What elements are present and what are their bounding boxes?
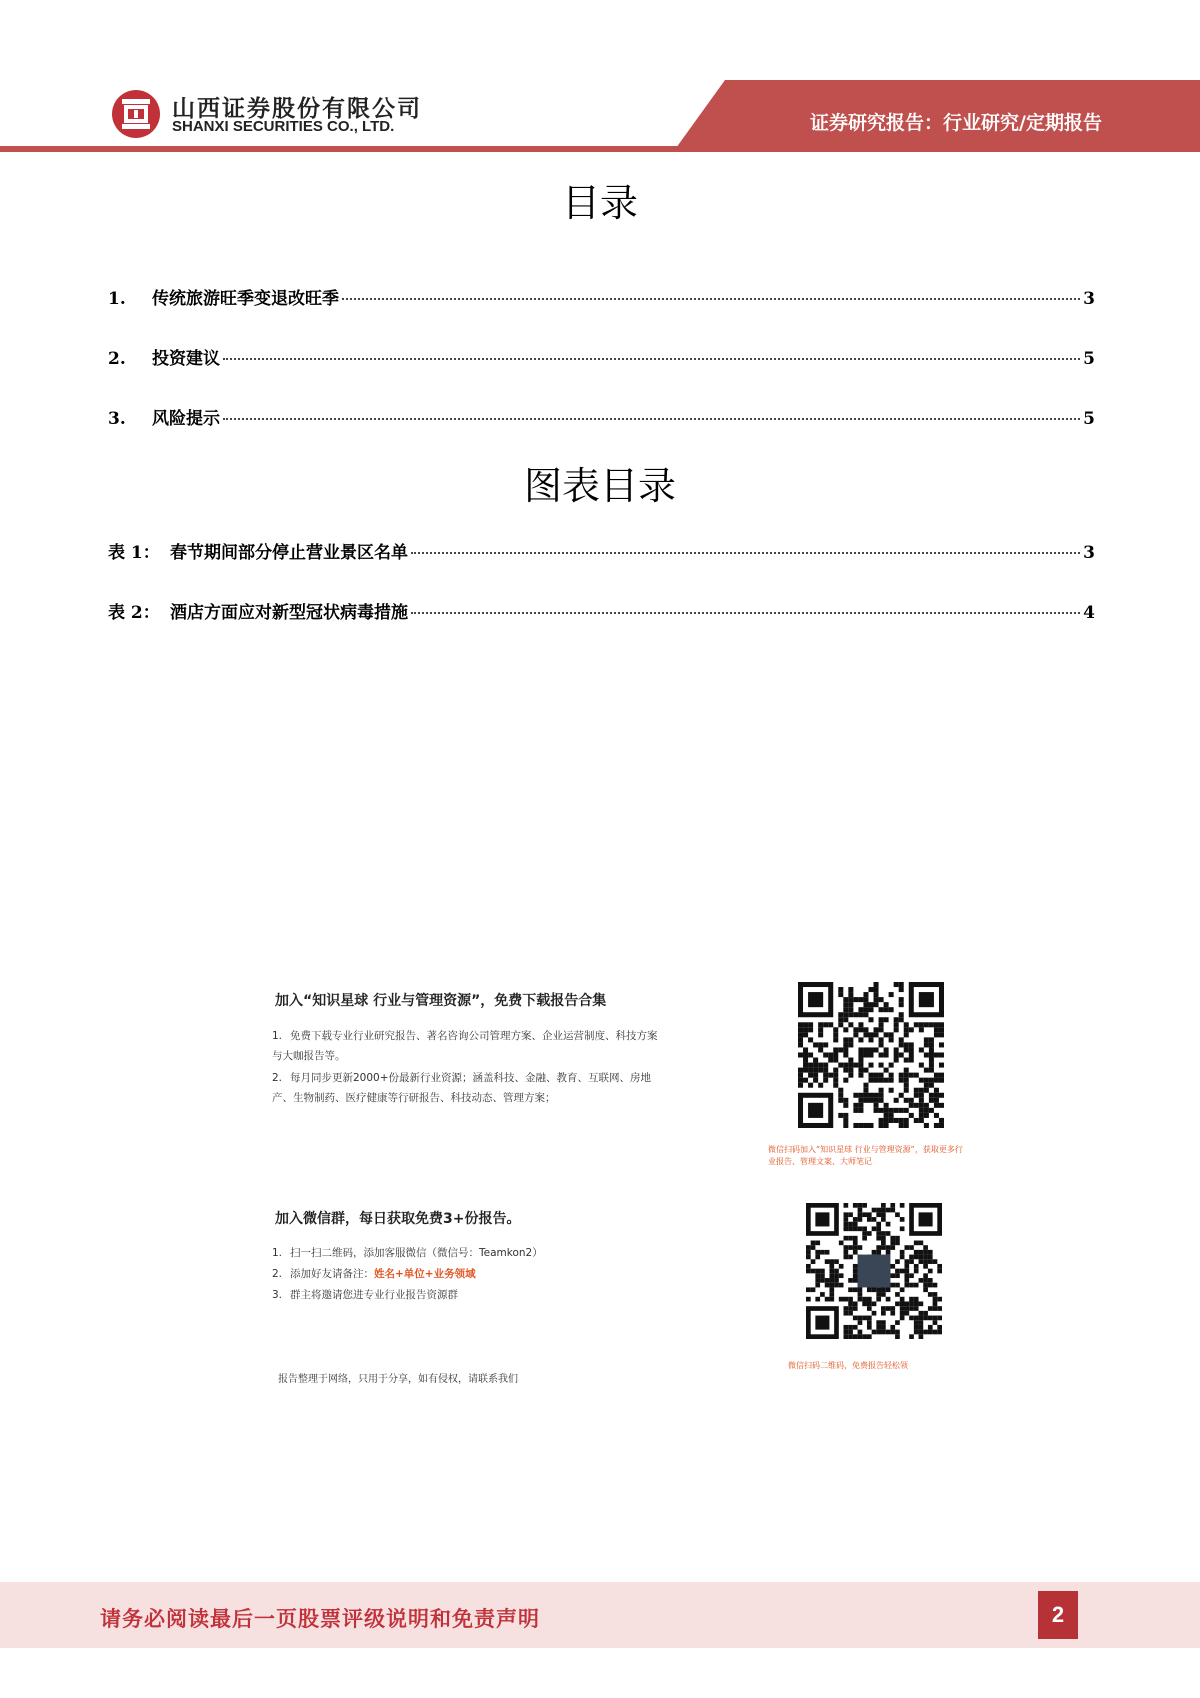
qr-caption: 微信扫码二维码，免费报告轻松领 (788, 1361, 908, 1370)
company-name-en: SHANXI SECURITIES CO., LTD. (172, 118, 395, 135)
dot-leader (411, 612, 1080, 614)
company-name-cn: 山西证券股份有限公司 (172, 96, 422, 122)
dot-leader (342, 298, 1080, 300)
figure-entry-number: 表 2： (108, 603, 160, 623)
toc-entry-page: 5 (1083, 409, 1095, 429)
figure-entry-label: 酒店方面应对新型冠状病毒措施 (170, 603, 408, 623)
figure-entry-page: 3 (1083, 543, 1095, 563)
dot-leader (223, 358, 1080, 360)
promo-highlight-text: 姓名+单位+业务领域 (374, 1268, 476, 1280)
promo-list-item: 2. 每月同步更新2000+份最新行业资源；涵盖科技、金融、教育、互联网、房地产、生物制药、医疗健康等行研报告、科技动态、管理方案； (272, 1072, 652, 1104)
header-band (0, 0, 1200, 160)
figure-entry-label: 春节期间部分停止营业景区名单 (170, 543, 408, 563)
toc-entry-number: 1. (108, 289, 126, 309)
toc-entry[interactable] (108, 284, 1095, 310)
toc-entry[interactable] (108, 404, 1095, 430)
toc-entry-label: 风险提示 (152, 409, 220, 429)
page-header (0, 0, 1200, 160)
promo-list-item: 3. 群主将邀请您进专业行业报告资源群 (272, 1289, 458, 1301)
dot-leader (223, 418, 1080, 420)
toc-entry[interactable] (108, 344, 1095, 370)
promo-list-item: 1. 扫一扫二维码，添加客服微信（微信号：Teamkon2） (272, 1247, 543, 1259)
qr-code-icon (806, 1203, 942, 1339)
figures-title: 图表目录 (523, 464, 676, 508)
promo-heading-wechat-group: 加入微信群，每日获取免费3+份报告。 (275, 1211, 521, 1227)
disclaimer-text: 请务必阅读最后一页股票评级说明和免责声明 (100, 1606, 540, 1631)
figure-entry[interactable] (108, 538, 1095, 564)
toc-title: 目录 (561, 181, 638, 225)
qr-caption: 微信扫码加入“知识星球 行业与管理资源”，获取更多行业报告、管理文案、大师笔记 (768, 1145, 963, 1166)
toc-entry-page: 5 (1083, 349, 1095, 369)
figure-entry-number: 表 1： (108, 543, 160, 563)
promo-list-item: 2. 添加好友请备注：姓名+单位+业务领域 (272, 1268, 476, 1280)
company-logo-icon (110, 88, 162, 140)
page-number: 2 (1038, 1591, 1078, 1639)
source-note: 报告整理于网络，只用于分享，如有侵权，请联系我们 (278, 1374, 518, 1385)
toc-entry-label: 投资建议 (152, 349, 220, 369)
figure-entry-page: 4 (1083, 603, 1095, 623)
toc-entry-label: 传统旅游旺季变退改旺季 (152, 289, 339, 309)
toc-entry-page: 3 (1083, 289, 1095, 309)
toc-entry-number: 3. (108, 409, 126, 429)
promo-list-item: 1. 免费下载专业行业研究报告、著名咨询公司管理方案、企业运营制度、科技方案与大咖报告等。 (272, 1030, 658, 1062)
dot-leader (411, 552, 1080, 554)
report-type-label: 证券研究报告：行业研究/定期报告 (810, 112, 1102, 134)
figure-entry[interactable] (108, 598, 1095, 624)
toc-entry-number: 2. (108, 349, 126, 369)
promo-heading-knowledge-planet: 加入“知识星球 行业与管理资源”，免费下载报告合集 (275, 993, 607, 1009)
qr-code-icon (798, 982, 944, 1128)
